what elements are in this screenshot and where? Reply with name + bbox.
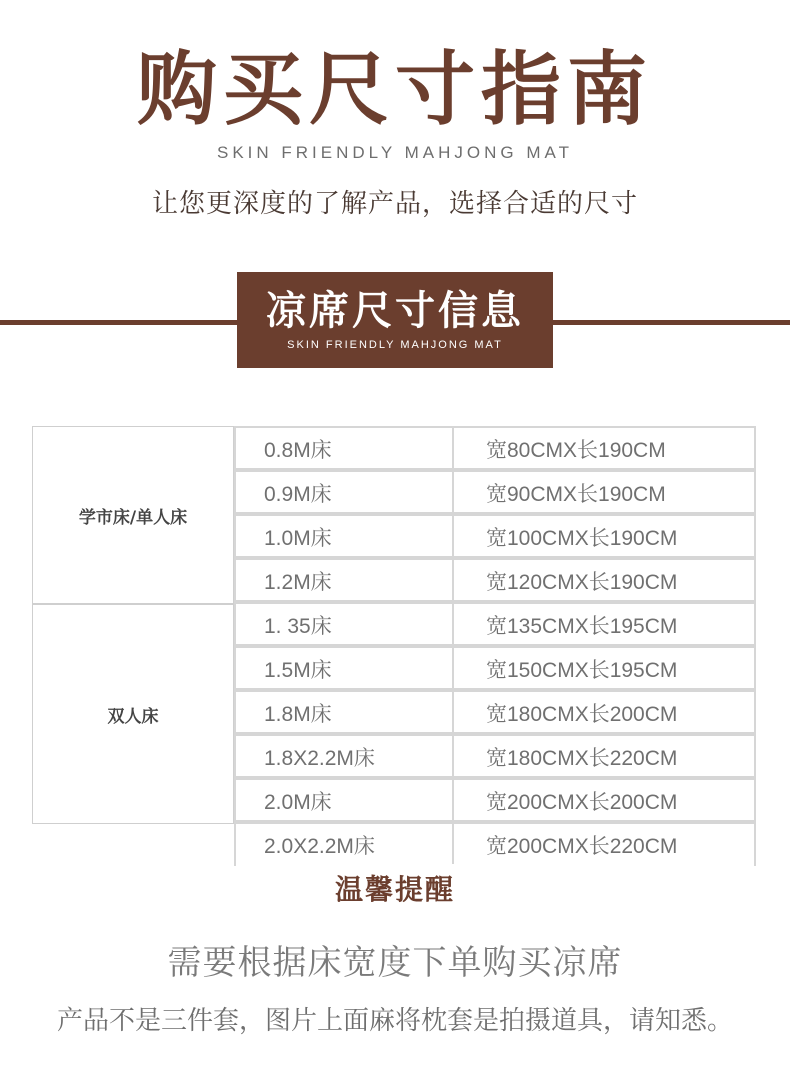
cell-divider bbox=[452, 516, 454, 556]
table-row bbox=[234, 602, 756, 646]
dims-cell: 宽200CMX长220CM bbox=[486, 835, 678, 858]
group-label-double: 双人床 bbox=[32, 604, 234, 824]
table-row bbox=[234, 690, 756, 734]
dims-cell: 宽150CMX长195CM bbox=[486, 659, 678, 682]
size-cell: 0.9M床 bbox=[264, 483, 332, 506]
table-row bbox=[234, 426, 756, 470]
cell-divider bbox=[452, 428, 454, 468]
page-subtitle-en: SKIN FRIENDLY MAHJONG MAT bbox=[217, 143, 573, 162]
intro-text: 让您更深度的了解产品，选择合适的尺寸 bbox=[151, 189, 638, 219]
table-row bbox=[234, 646, 756, 690]
table-row bbox=[234, 778, 756, 822]
cell-divider bbox=[452, 692, 454, 732]
group-label-single: 学市床/单人床 bbox=[32, 426, 234, 604]
cell-divider bbox=[452, 824, 454, 864]
dims-cell: 宽180CMX长220CM bbox=[486, 747, 678, 770]
cell-divider bbox=[452, 560, 454, 600]
table-row bbox=[234, 734, 756, 778]
size-cell: 1. 35床 bbox=[264, 615, 332, 638]
tip-title: 温馨提醒 bbox=[334, 873, 455, 906]
table-row bbox=[234, 514, 756, 558]
cell-divider bbox=[452, 736, 454, 776]
dims-cell: 宽120CMX长190CM bbox=[486, 571, 678, 594]
divider-left bbox=[0, 320, 240, 325]
size-cell: 1.5M床 bbox=[264, 659, 332, 682]
size-cell: 1.8X2.2M床 bbox=[264, 747, 375, 770]
cell-divider bbox=[452, 472, 454, 512]
size-table bbox=[32, 426, 756, 866]
section-subtitle-en: SKIN FRIENDLY MAHJONG MAT bbox=[287, 339, 503, 351]
cell-divider bbox=[452, 780, 454, 820]
dims-cell: 宽100CMX长190CM bbox=[486, 527, 678, 550]
size-cell: 1.0M床 bbox=[264, 527, 332, 550]
cell-divider bbox=[452, 648, 454, 688]
dims-cell: 宽180CMX长200CM bbox=[486, 703, 678, 726]
tip-note: 产品不是三件套，图片上面麻将枕套是拍摄道具，请知悉。 bbox=[56, 1006, 733, 1036]
size-cell: 0.8M床 bbox=[264, 439, 332, 462]
tip-main: 需要根据床宽度下单购买凉席 bbox=[167, 943, 623, 983]
size-cell: 2.0M床 bbox=[264, 791, 332, 814]
size-cell: 2.0X2.2M床 bbox=[264, 835, 375, 858]
dims-cell: 宽80CMX长190CM bbox=[486, 439, 666, 462]
table-row bbox=[234, 822, 756, 866]
page-title: 购买尺寸指南 bbox=[137, 43, 653, 136]
table-row bbox=[234, 470, 756, 514]
section-title: 凉席尺寸信息 bbox=[266, 288, 524, 334]
section-header bbox=[237, 272, 553, 368]
size-cell: 1.8M床 bbox=[264, 703, 332, 726]
divider-right bbox=[552, 320, 790, 325]
dims-cell: 宽135CMX长195CM bbox=[486, 615, 678, 638]
dims-cell: 宽90CMX长190CM bbox=[486, 483, 666, 506]
table-row bbox=[234, 558, 756, 602]
dims-cell: 宽200CMX长200CM bbox=[486, 791, 678, 814]
cell-divider bbox=[452, 604, 454, 644]
size-cell: 1.2M床 bbox=[264, 571, 332, 594]
